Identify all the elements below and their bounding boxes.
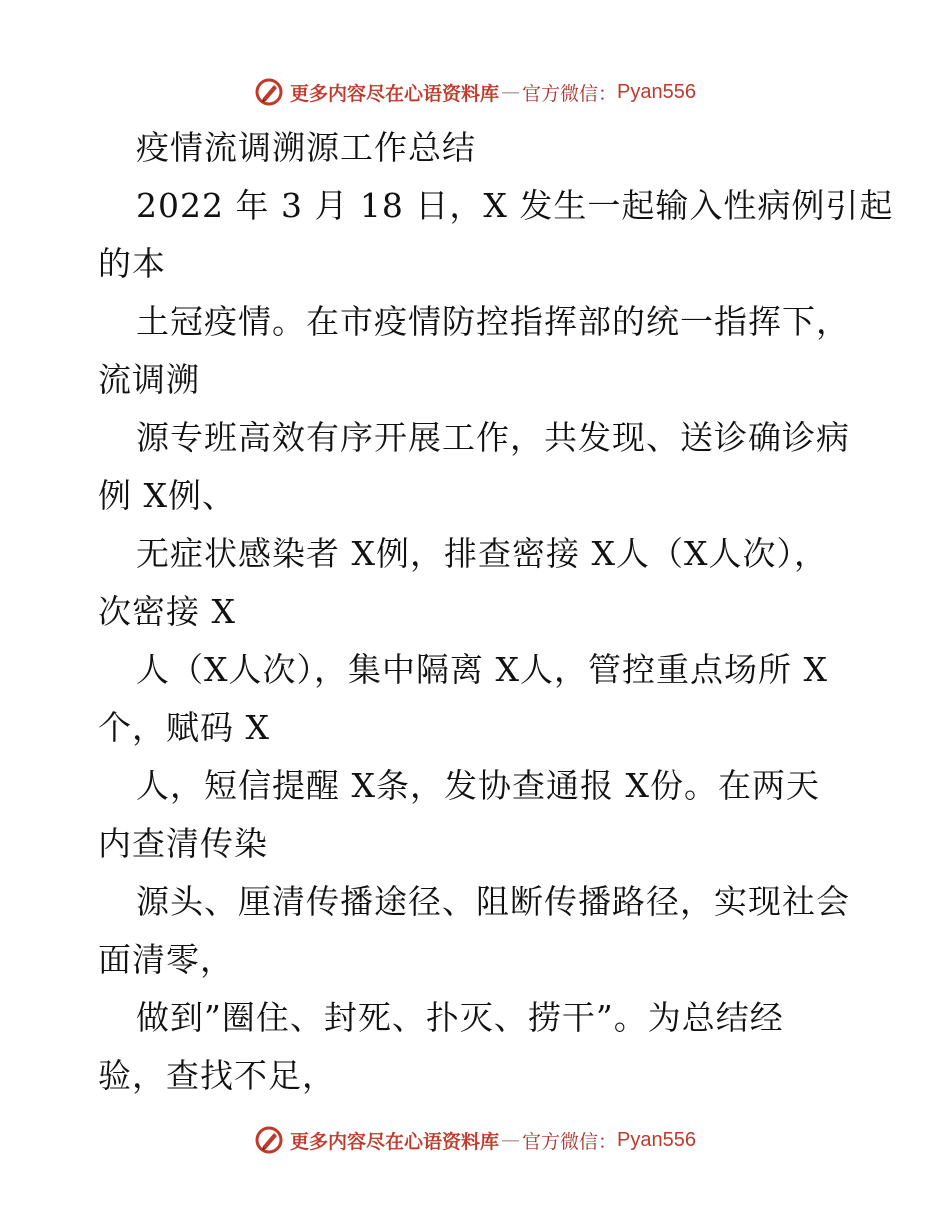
paragraph-line: 源专班高效有序开展工作，共发现、送诊确诊病 — [136, 418, 850, 457]
paragraph-line: 面清零， — [98, 940, 234, 979]
banner-wechat-id: Pyan556 — [617, 1128, 696, 1151]
paragraph-line: 次密接 X — [98, 592, 236, 631]
header-banner — [0, 72, 950, 112]
banner-wechat-label: 官方微信： — [522, 82, 618, 105]
paragraph-line: 流调溯 — [98, 360, 200, 399]
document-title: 疫情流调溯源工作总结 — [136, 128, 476, 167]
paragraph-line: 验，查找不足， — [98, 1056, 336, 1095]
banner-main-text: 更多内容尽在心语资料库 — [290, 82, 500, 105]
paragraph-line: 人，短信提醒 X条，发协查通报 X份。在两天 — [136, 766, 820, 805]
paragraph-line: 做到”圈住、封死、扑灭、捞干”。为总结经 — [136, 998, 784, 1037]
banner-wechat-id: Pyan556 — [617, 80, 696, 103]
banner-separator: — — [501, 1129, 521, 1151]
paragraph-line: 内查清传染 — [98, 824, 268, 863]
paragraph-line: 2022 年 3 月 18 日，X 发生一起输入性病例引起 — [136, 186, 894, 225]
paragraph-line: 例 X例、 — [98, 476, 236, 515]
footer-banner — [0, 1120, 950, 1160]
pen-logo-icon — [254, 77, 284, 107]
paragraph-line: 的本 — [98, 244, 166, 283]
paragraph-line: 源头、厘清传播途径、阻断传播路径，实现社会 — [136, 882, 850, 921]
paragraph-line: 个，赋码 X — [98, 708, 270, 747]
banner-main-text: 更多内容尽在心语资料库 — [290, 1130, 500, 1153]
banner-wechat-label: 官方微信： — [522, 1130, 618, 1153]
pen-logo-icon — [254, 1125, 284, 1155]
paragraph-line: 土冠疫情。在市疫情防控指挥部的统一指挥下， — [136, 302, 850, 341]
paragraph-line: 无症状感染者 X例，排查密接 X人（X人次）， — [136, 534, 828, 573]
banner-separator: — — [501, 81, 521, 103]
paragraph-line: 人（X人次），集中隔离 X人，管控重点场所 X — [136, 650, 828, 689]
